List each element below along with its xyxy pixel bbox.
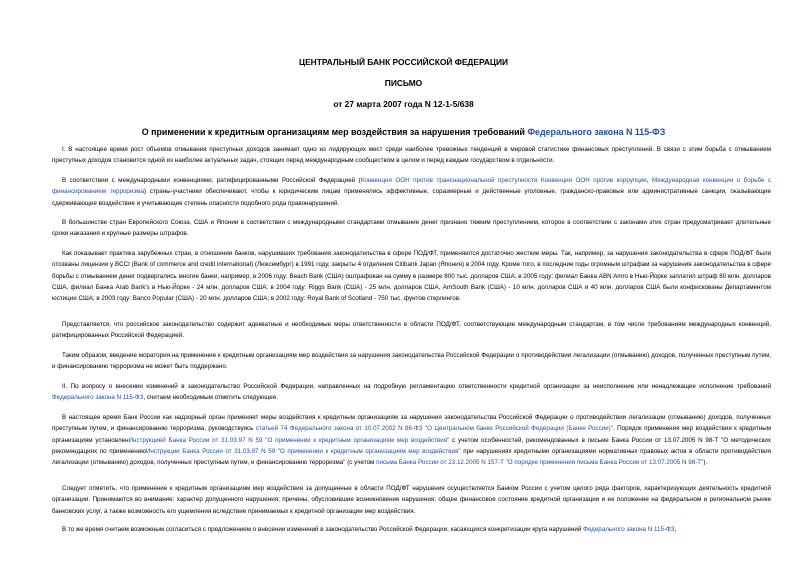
paragraph-6: Таким образом, введение моратория на применение к кредитным организациям мер воздействия за нарушения законодательства Российской Федерации о противодействии легализации (отмыванию) доходов, полученных преступным путем, и финансированию терроризма не может быть поддержано.: [52, 352, 771, 371]
p10-text-1: В то же время считаем возможным согласиться с предложением о внесении изменений в законодательство Российской Федерации, касающихся конкретизации круга нарушений: [62, 526, 584, 533]
p8-link-letter-157t[interactable]: письма Банка России от 23.12.2005 N 157-Т "О порядке применения письма Банка России от 13.07.2005 N 98-Т": [376, 459, 704, 467]
p7-text-1: II. По вопросу о внесении изменений в законодательство Российской Федерации, направленных на подробную регламентацию ответственности кредитной организации за неисполнение или ненадлежащее исполнение требований: [62, 383, 771, 390]
p8-link-instruction-59-second[interactable]: Инструкции Банка России от 31.03.97 N 59 "О применении к кредитным организациям мер воздействия": [145, 447, 461, 455]
p10-text-2: ,: [674, 526, 677, 533]
document-title: [0, 127, 807, 138]
title-text: О применении к кредитным организациям мер воздействия за нарушения требований: [141, 127, 528, 137]
p10-law-link[interactable]: Федерального закона N 115-ФЗ: [583, 526, 675, 533]
header-date-number: от 27 марта 2007 года N 12-1-5/638: [333, 99, 474, 109]
p8-text-1: В настоящее время Банк России как надзорный орган применяет меры воздействия к кредитным организациям за нарушения законодательства Российской Федерации о противодействии легализации (отмыванию) доходов, полученных преступным путем, и финансированию терроризма, руководствуясь: [52, 414, 771, 433]
p8-text-2: . Порядок применения мер воздействия к кредитным организациям установлен: [52, 425, 771, 444]
p8-link-article-74[interactable]: статьей 74 Федерального закона от 10.07.2002 N 86-ФЗ "О Центральном банке Российской Федерации (Банке России)": [255, 425, 613, 433]
p2-link-un-transnational-crime[interactable]: Конвенция ООН против транснациональной преступности: [360, 177, 538, 184]
p2-link-un-corruption[interactable]: Конвенция ООН против коррупции: [540, 177, 647, 184]
paragraph-1: I. В настоящее время рост объемов отмывания преступных доходов занимает одно из лидирующих мест среди наиболее тревожных тенденций в мировой статистике финансовых преступлений. В связи с этим борьба с отмыванием преступных доходов становится одной из наиболее актуальных задач, стоящих перед международным сообществом в целом и перед каждым государством в отдельности.: [52, 146, 771, 165]
p7-text-2: , считаем необходимым отметить следующее.: [143, 394, 278, 402]
header-doc-type: ПИСЬМО: [384, 78, 423, 88]
paragraph-9: Следует отметить, что применение к кредитным организациям мер воздействия за допущенные в области ПОД/ФТ нарушения осуществляется Банком России с учетом целого ряда факторов, характеризующих деятельность кредитной организации. Принимаются во внимание: характер допущенного нарушения; причины, обусловившие возникновение нарушения; общее финансовое состояние кредитной организации и ее положение на федеральном и региональном рынке банковских услуг, а также возможность его ущемления вследствие принимаемых к кредитной организации мер воздействия.: [52, 485, 771, 515]
p7-law-link[interactable]: Федерального закона N 115-ФЗ: [52, 394, 144, 402]
p2-text-1: В соответствии с международными конвенциями, ратифицированными Российской Федерацией (: [62, 177, 361, 184]
paragraph-10: [52, 524, 771, 535]
paragraph-7: [52, 381, 771, 404]
p8-link-instruction-59[interactable]: Инструкцией Банка России от 31.03.97 N 59 "О применении к кредитным организациям мер воздействия": [128, 436, 450, 444]
p2-text-4: ) страны-участники обеспечивают, чтобы к юридическим лицам применялись эффективные, соразмерные и действенные уголовные, гражданско-правовые или административные санкции, оказывающие сдерживающее воздействие и учитывающие степень опасности подобного рода правонарушений.: [52, 188, 771, 207]
paragraph-5: Представляется, что российское законодательство содержит адекватные и необходимые меры ответственности в области ПОД/ФТ, соответствующие международным стандартам, в том числе требованиям международных конвенций, ратифицированных Российской Федерацией.: [52, 321, 771, 340]
title-law-link[interactable]: Федерального закона N 115-ФЗ: [527, 127, 666, 137]
header-bank-name: ЦЕНТРАЛЬНЫЙ БАНК РОССИЙСКОЙ ФЕДЕРАЦИИ: [298, 57, 509, 67]
p8-text-5: ).: [703, 459, 708, 467]
p8-text-4: при нарушениях кредитными организациями нормативных правовых актов в области противодействия легализации (отмыванию) доходов, полученных преступным путем, и финансированию терроризма" (с учетом: [52, 447, 771, 467]
p8-text-3: с учетом особенностей, рекомендованных в письме Банка России от 13.07.2005 N 98-Т "О методических рекомендациях по применению: [52, 436, 771, 455]
paragraph-4: Как показывает практика зарубежных стран, в отношении банков, нарушивших требования законодательства в сфере ПОД/ФТ, применяются достаточно жесткие меры. Так, например, за нарушения законодательства в сфере ПОД/ФТ были отозваны лицензии у BCCI (Bank of commerce and credit international) (Люксембург) в 1991 году, закрыты 4 отделения Citibank Japan (Япония) в 2004 году. Кроме того, в последние годы огромным штрафам за нарушения законодательства в сфере борьбы с отмыванием денег подвергались многие банки, например, в 2006 году: Beach Bank (США) оштрафован на сумму в размере 800 тыс. долларов США; в 2005 году: филиал Банка ABN Amro в Нью-Йорке заплатил штраф 80 млн. долларов США, филиал Банка Arab Bank's в Нью-Йорке - 24 млн. долларов США; в 2004 году: Riggs Bank (США) - 25 млн. долларов США, AmSouth Bank (США) - 10 млн. долларов США и 40 млн. долларов США были конфискованы Департаментом юстиции США; в 2003 году: Banco Popular (США) - 20 млн. долларов США; в 2002 году: Royal Bank of Scotland - 750 тыс. фунтов стерлингов.: [52, 250, 771, 303]
paragraph-3: В большинстве стран Европейского Союза, США и Японии в соответствии с международными стандартами отмывание денег признано тяжким преступлением, которое в соответствии с законами этих стран предусматривает длительные сроки наказания и крупные размеры штрафов.: [52, 219, 771, 238]
p2-text-3: ,: [646, 177, 653, 184]
paragraph-2: [52, 175, 771, 209]
paragraph-8: [52, 412, 771, 468]
p2-link-terrorism-financing[interactable]: Международная конвенция о борьбе с финансированием терроризма: [52, 177, 771, 196]
